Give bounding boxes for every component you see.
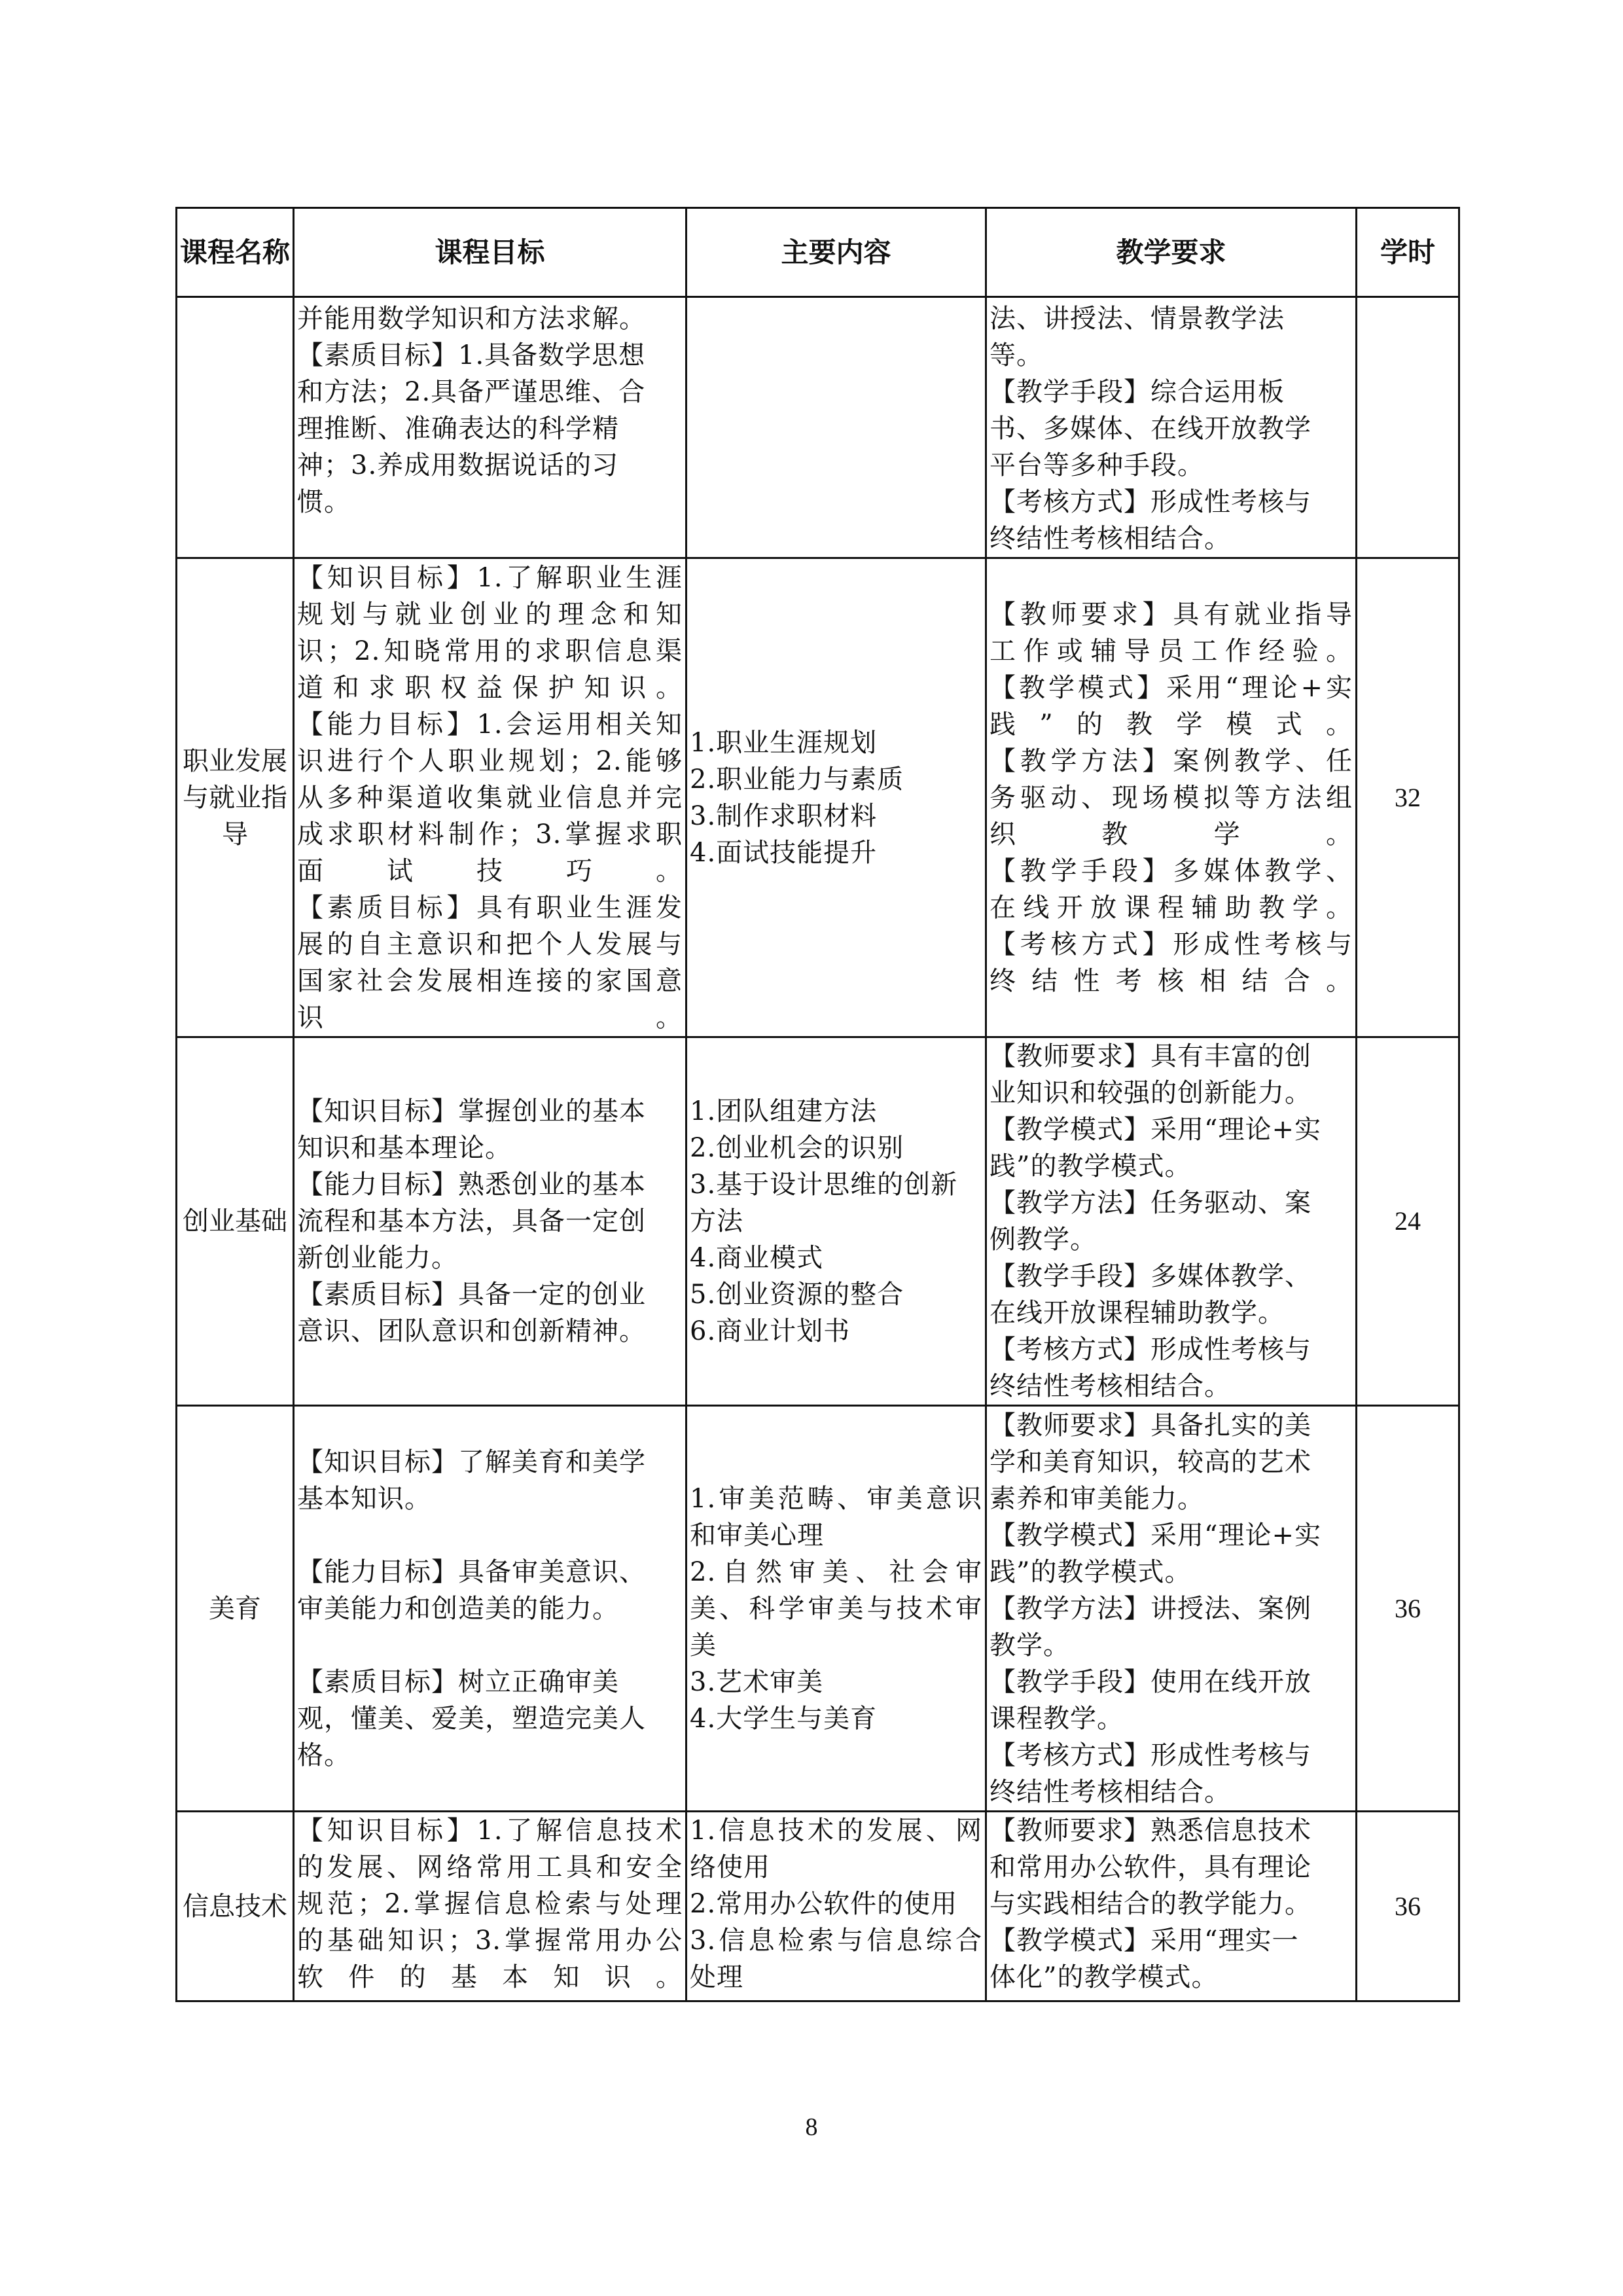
course-name-line: 职业发展: [183, 745, 287, 776]
cell-line: 的发展、网络常用工具和安全: [297, 1852, 683, 1882]
cell-line: 和审美心理: [690, 1520, 824, 1551]
cell-line: 络使用: [690, 1852, 770, 1882]
cell-line: 平台等多种手段。: [990, 450, 1204, 480]
cell-line: 识。: [297, 1002, 683, 1033]
header-main-content: 主要内容: [687, 208, 986, 297]
cell-line: 2.创业机会的识别: [690, 1133, 904, 1163]
cell-line: 1.审美范畴、审美意识: [690, 1483, 982, 1514]
cell-line: 【教学模式】采用“理论+实: [990, 1115, 1321, 1145]
cell-line: 格。: [297, 1740, 351, 1770]
main-content-cell: [687, 1037, 986, 1406]
teaching-requirements-cell: [986, 558, 1357, 1037]
cell-line: 成求职材料制作；3.掌握求职: [297, 819, 683, 850]
cell-line: 【知识目标】掌握创业的基本: [297, 1096, 646, 1126]
cell-line: 工作或辅导员工作经验。: [990, 636, 1353, 666]
cell-line: 【教师要求】熟悉信息技术: [990, 1816, 1311, 1846]
cell-line: 规范；2.掌握信息检索与处理: [297, 1889, 683, 1919]
course-goals-cell: [294, 297, 687, 558]
hours-cell: 24: [1357, 1037, 1459, 1406]
main-content-cell: [687, 558, 986, 1037]
cell-line: 等。: [990, 340, 1043, 370]
cell-line: 国家社会发展相连接的家国意: [297, 965, 683, 996]
cell-line: 审美能力和创造美的能力。: [297, 1593, 619, 1624]
cell-line: 体化”的教学模式。: [990, 1962, 1219, 1992]
cell-line: 1.职业生涯规划: [690, 727, 878, 758]
table-row: [177, 1037, 1459, 1406]
cell-line: 【素质目标】1.具备数学思想: [297, 340, 646, 370]
cell-line: 践”的教学模式。: [990, 1556, 1192, 1587]
cell-line: 并能用数学知识和方法求解。: [297, 304, 646, 334]
cell-line: 【教师要求】具有丰富的创: [990, 1041, 1311, 1071]
cell-line: 新创业能力。: [297, 1243, 458, 1273]
cell-line: 【教学手段】多媒体教学、: [990, 1261, 1311, 1291]
header-hours: 学时: [1357, 208, 1459, 297]
cell-line: 【知识目标】了解美育和美学: [297, 1446, 646, 1477]
hours-cell: 32: [1357, 558, 1459, 1037]
header-row: [177, 208, 1459, 297]
cell-line: 【考核方式】形成性考核与: [990, 1335, 1311, 1365]
course-goals-cell: [294, 1406, 687, 1812]
cell-line: 意识、团队意识和创新精神。: [297, 1316, 646, 1346]
cell-line: 【教学手段】多媒体教学、: [990, 855, 1353, 886]
cell-line: 2.自然审美、社会审: [690, 1556, 982, 1587]
hours-cell: [1357, 297, 1459, 558]
table-row: [177, 1812, 1459, 2001]
cell-line: 【考核方式】形成性考核与: [990, 929, 1353, 960]
main-content-cell: [687, 297, 986, 558]
cell-line: 2.常用办公软件的使用: [690, 1889, 958, 1919]
cell-line: 3.信息检索与信息综合: [690, 1926, 982, 1956]
main-content-cell: [687, 1406, 986, 1812]
cell-line: 理推断、准确表达的科学精: [297, 414, 619, 444]
course-name-cell: [177, 1406, 294, 1812]
cell-line: 素养和审美能力。: [990, 1483, 1204, 1514]
table-row: [177, 297, 1459, 558]
cell-line: 【考核方式】形成性考核与: [990, 487, 1311, 517]
cell-line: 【教学模式】采用“理实一: [990, 1926, 1299, 1956]
table-row: [177, 558, 1459, 1037]
cell-line: 法、讲授法、情景教学法: [990, 304, 1285, 334]
course-name-line: 导: [222, 819, 248, 850]
cell-line: 基本知识。: [297, 1483, 431, 1514]
header-course-goals: 课程目标: [294, 208, 687, 297]
cell-line: 和方法；2.具备严谨思维、合: [297, 377, 646, 407]
cell-line: 观，懂美、爱美，塑造完美人: [297, 1703, 646, 1734]
teaching-requirements-cell: [986, 297, 1357, 558]
cell-line: 【教学模式】采用“理论+实: [990, 672, 1353, 703]
hours-cell: 36: [1357, 1812, 1459, 2001]
teaching-requirements-cell: [986, 1037, 1357, 1406]
cell-line: 【素质目标】具有职业生涯发: [297, 892, 683, 923]
cell-line: 在线开放课程辅助教学。: [990, 1298, 1285, 1328]
cell-line: 面试技巧。: [297, 855, 683, 886]
course-name-line: 信息技术: [183, 1891, 287, 1922]
cell-line: 终结性考核相结合。: [990, 524, 1231, 554]
cell-line: 织教学。: [990, 819, 1353, 850]
cell-line: 【能力目标】1.会运用相关知: [297, 709, 683, 740]
cell-line: 5.创业资源的整合: [690, 1280, 904, 1310]
cell-line: 终结性考核相结合。: [990, 1371, 1231, 1401]
cell-line: 践”的教学模式。: [990, 1151, 1192, 1181]
course-name-line: 与就业指: [183, 782, 287, 813]
cell-line: 践”的教学模式。: [990, 709, 1353, 740]
cell-line: 务驱动、现场模拟等方法组: [990, 782, 1353, 813]
teaching-requirements-cell: [986, 1812, 1357, 2001]
cell-line: 【知识目标】1.了解职业生涯: [297, 562, 683, 593]
cell-line: 业知识和较强的创新能力。: [990, 1078, 1311, 1108]
cell-line: 美、科学审美与技术审: [690, 1593, 982, 1624]
course-goals-cell: [294, 1037, 687, 1406]
cell-line: 惯。: [297, 487, 351, 517]
header-course-name: 课程名称: [177, 208, 294, 297]
cell-line: 【素质目标】具备一定的创业: [297, 1280, 646, 1310]
cell-line: 知识和基本理论。: [297, 1133, 512, 1163]
cell-line: 【素质目标】树立正确审美: [297, 1666, 619, 1697]
cell-line: 2.职业能力与素质: [690, 764, 904, 795]
cell-line: 终结性考核相结合。: [990, 1776, 1231, 1807]
course-name-line: 创业基础: [183, 1206, 287, 1236]
cell-line: 例教学。: [990, 1225, 1097, 1255]
cell-line: 在线开放课程辅助教学。: [990, 892, 1353, 923]
cell-line: 书、多媒体、在线开放教学: [990, 414, 1311, 444]
cell-line: 1.团队组建方法: [690, 1096, 878, 1126]
course-goals-cell: [294, 1812, 687, 2001]
cell-line: 6.商业计划书: [690, 1316, 851, 1346]
page-number: 8: [805, 2113, 818, 2141]
table-body: [177, 297, 1459, 2001]
cell-line: 4.商业模式: [690, 1243, 824, 1273]
cell-line: 【教学模式】采用“理论+实: [990, 1520, 1321, 1551]
cell-line: 4.大学生与美育: [690, 1703, 878, 1734]
cell-line: 3.制作求职材料: [690, 800, 878, 831]
cell-line: 终结性考核相结合。: [990, 965, 1353, 996]
cell-line: 【教师要求】具有就业指导: [990, 599, 1353, 630]
cell-line: 规划与就业创业的理念和知: [297, 599, 683, 630]
teaching-requirements-cell: [986, 1406, 1357, 1812]
cell-line: 4.面试技能提升: [690, 837, 878, 868]
cell-line: 和常用办公软件，具有理论: [990, 1852, 1311, 1882]
cell-line: [297, 1517, 683, 1554]
course-name-line: 美育: [209, 1593, 261, 1624]
cell-line: 1.信息技术的发展、网: [690, 1816, 982, 1846]
curriculum-table: [175, 207, 1460, 2002]
cell-line: 【教学方法】案例教学、任: [990, 745, 1353, 776]
cell-line: 展的自主意识和把个人发展与: [297, 929, 683, 960]
hours-cell: 36: [1357, 1406, 1459, 1812]
cell-line: [297, 1627, 683, 1664]
course-name-cell: [177, 558, 294, 1037]
cell-line: 神；3.养成用数据说话的习: [297, 450, 619, 480]
cell-line: 【知识目标】1.了解信息技术: [297, 1816, 683, 1846]
cell-line: 与实践相结合的教学能力。: [990, 1889, 1311, 1919]
main-content-cell: [687, 1812, 986, 2001]
cell-line: 3.艺术审美: [690, 1666, 824, 1697]
cell-line: 方法: [690, 1206, 743, 1236]
cell-line: 【教学手段】综合运用板: [990, 377, 1285, 407]
cell-line: 课程教学。: [990, 1703, 1124, 1734]
cell-line: 【能力目标】具备审美意识、: [297, 1556, 646, 1587]
cell-line: 【能力目标】熟悉创业的基本: [297, 1170, 646, 1200]
cell-line: 识进行个人职业规划；2.能够: [297, 745, 683, 776]
table-row: [177, 1406, 1459, 1812]
course-name-cell: [177, 297, 294, 558]
cell-line: 教学。: [990, 1630, 1070, 1660]
cell-line: 识；2.知晓常用的求职信息渠: [297, 636, 683, 666]
cell-line: 的基础知识；3.掌握常用办公: [297, 1926, 683, 1956]
cell-line: 道和求职权益保护知识。: [297, 672, 683, 703]
course-name-cell: [177, 1037, 294, 1406]
cell-line: 【教师要求】具备扎实的美: [990, 1410, 1311, 1441]
cell-line: 【教学方法】任务驱动、案: [990, 1188, 1311, 1218]
cell-line: 【教学手段】使用在线开放: [990, 1666, 1311, 1697]
course-name-cell: [177, 1812, 294, 2001]
cell-line: 【考核方式】形成性考核与: [990, 1740, 1311, 1770]
cell-line: 从多种渠道收集就业信息并完: [297, 782, 683, 813]
cell-line: 软件的基本知识。: [297, 1962, 683, 1992]
cell-line: 3.基于设计思维的创新: [690, 1170, 958, 1200]
cell-line: 美: [690, 1630, 717, 1660]
header-teaching-requirements: 教学要求: [986, 208, 1357, 297]
cell-line: 处理: [690, 1962, 743, 1992]
cell-line: 学和美育知识，较高的艺术: [990, 1446, 1311, 1477]
course-goals-cell: [294, 558, 687, 1037]
cell-line: 【教学方法】讲授法、案例: [990, 1593, 1311, 1624]
cell-line: 流程和基本方法，具备一定创: [297, 1206, 646, 1236]
